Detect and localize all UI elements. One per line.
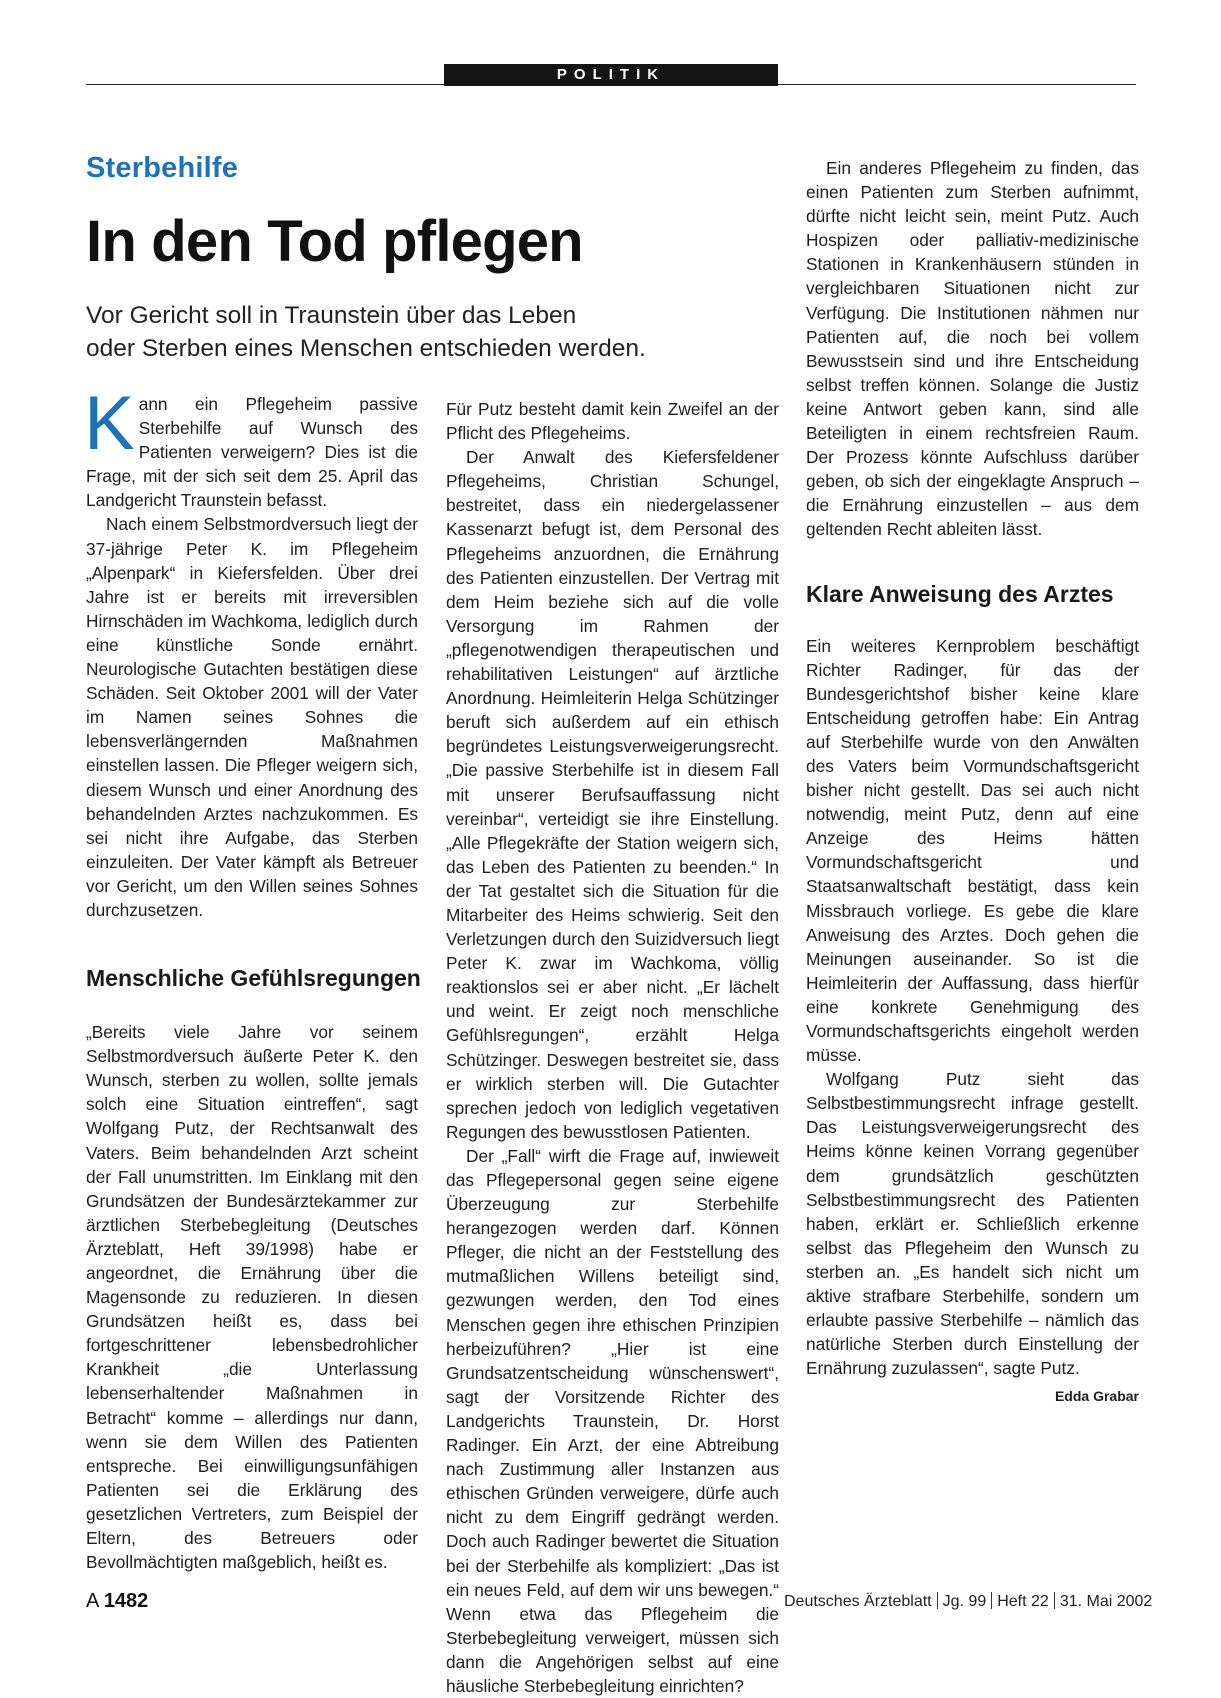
paragraph-4: Für Putz besteht damit kein Zweifel an der Pflicht des Pflegeheims. — [446, 399, 779, 444]
paragraph-7: Ein anderes Pflegeheim zu finden, das einen Patienten zum Sterben aufnimmt, dürfte nicht leicht sein, meint Putz. Auch Hospizen oder palliativ-medizinische Stationen in Krankenhäusern stünden in vergleichbaren Situationen nicht zur Verfügung. Die Institutionen nähmen nur Patienten auf, die noch bei vollem Bewusstsein sind und ihre Entscheidung selbst treffen können. Solange die Justiz keine Antwort geben kann, sind alle Beteiligten in einem rechtsfreien Raum. Der Prozess könnte Aufschluss darüber geben, ob sich der eingeklagte Anspruch – die Ernährung einzustellen – aus dem geltenden Recht ableiten lässt. — [806, 158, 1139, 540]
paragraph-1: ann ein Pflegeheim passive Sterbehilfe auf Wunsch des Patienten verweigern? Dies ist die Frage, mit der sich seit dem 25. April das Landgericht Traunstein befasst. — [86, 394, 418, 511]
paragraph-5: Der Anwalt des Kiefersfeldener Pflegeheims, Christian Schungel, bestreitet, dass ein niedergelassener Kassenarzt befugt ist, dem Personal des Pflegeheims anzuordnen, die Ernährung des Patienten einzustellen. Der Vertrag mit dem Heim beziehe sich auf die volle Versorgung im Rahmen der „pflegenotwendigen therapeutischen und rehabilitativen Leistungen“ auf ärztliche Anordnung. Heimleiterin Helga Schützinger beruft sich außerdem auf ein ethisch begründetes Leistungsverweigerungsrecht. „Die passive Sterbehilfe ist in diesem Fall mit unserer Berufsauffassung nicht vereinbar“, verteidigt sie ihre Einstellung. „Alle Pflegekräfte der Station weigern sich, das Leben des Patienten zu beenden.“ In der Tat gestaltet sich die Situation für die Mitarbeiter des Heims schwierig. Seit den Verletzungen durch den Suizidversuch liegt Peter K. zwar im Wachkoma, völlig reaktionslos sei er aber nicht. „Er lächelt und weint. Er zeigt noch menschliche Gefühlsregungen“, erzählt Helga Schützinger. Deswegen bestreitet sie, dass er wirklich sterben will. Die Gutachter sprechen jedoch von lediglich vegetativen Regungen des bewusstlosen Patienten. — [446, 447, 779, 1142]
article-title: In den Tod pflegen — [86, 209, 583, 274]
paragraph-3: „Bereits viele Jahre vor seinem Selbstmordversuch äußerte Peter K. den Wunsch, sterben zu wollen, sollte jemals solch eine Situation eintreffen“, sagt Wolfgang Putz, der Rechtsanwalt des Vaters. Beim behandelnden Arzt scheint der Fall unumstritten. Im Einklang mit den Grundsätzen der Bundesärztekammer zur ärztlichen Sterbebegleitung (Deutsches Ärzteblatt, Heft 39/1998) habe er angeordnet, die Ernährung über die Magensonde zu reduzieren. In diesen Grundsätzen heißt es, dass bei fortgeschrittener lebensbedrohlicher Krankheit „die Unterlassung lebenserhaltender Maßnahmen in Betracht“ komme – allerdings nur dann, wenn sie dem Willen des Patienten entspreche. Bei einwilligungsunfähigen Patienten sei die Erklärung des gesetzlichen Vertreters, zum Beispiel der Eltern, des Betreuers oder Bevollmächtigten maßgeblich, heißt es. — [86, 1022, 418, 1573]
journal-issue: Heft 22 — [997, 1593, 1049, 1610]
article-lead — [86, 299, 746, 365]
footer-divider — [937, 1592, 938, 1609]
subheading-1: Menschliche Gefühlsregungen — [86, 965, 421, 992]
page-number — [86, 1590, 148, 1613]
drop-cap: K — [84, 381, 135, 466]
paragraph-2: Nach einem Selbstmordversuch liegt der 37-jährige Peter K. im Pflegeheim „Alpenpark“ in Kiefersfelden. Über drei Jahre ist er bereits mit irreversiblen Hirnschäden im Wachkoma, lediglich durch eine künstliche Sonde ernährt. Neurologische Gutachten bestätigen diese Schäden. Seit Oktober 2001 will der Vater im Namen seines Sohnes die lebensverlängernden Maßnahmen einstellen lassen. Die Pfleger weigern sich, diesem Wunsch und einer Anordnung des behandelnden Arztes nachzukommen. Es sei nicht ihre Aufgabe, das Sterben einzuleiten. Der Vater kämpft als Betreuer vor Gericht, um den Willen seines Sohnes durchzusetzen. — [86, 514, 418, 920]
column-2 — [446, 397, 779, 1698]
lead-line-2: oder Sterben eines Menschen entschieden werden. — [86, 335, 646, 362]
subheading-2: Klare Anweisung des Arztes — [806, 580, 1114, 607]
journal-volume: Jg. 99 — [942, 1593, 987, 1610]
paragraph-9 — [806, 1067, 1139, 1405]
paragraph-8: Ein weiteres Kernproblem beschäftigt Richter Radinger, für das der Bundesgerichtshof bisher keine klare Entscheidung getroffen habe: Ein Antrag auf Sterbehilfe wurde von den Anwälten des Vaters beim Vormundschaftsgericht bisher nicht gestellt. Das sei auch nicht notwendig, meint Putz, denn auf eine Anzeige des Heims hätten Vormundschaftsgericht und Staatsanwaltschaft bestätigt, dass kein Missbrauch vorliege. Es gebe die klare Anweisung des Arztes. Doch gehen die Meinungen auseinander. So ist die Heimleiterin der Auffassung, dass hierfür eine konkrete Genehmigung des Vormundschaftsgerichts eingeholt werden müsse. — [806, 635, 1139, 1066]
column-3 — [806, 156, 1139, 1409]
article-kicker: Sterbehilfe — [86, 152, 239, 184]
section-label: POLITIK — [444, 64, 778, 86]
column-1 — [84, 381, 421, 1574]
footer-divider — [991, 1592, 992, 1609]
footer-divider — [1054, 1592, 1055, 1609]
intro-paragraph — [84, 381, 418, 512]
journal-date: 31. Mai 2002 — [1059, 1593, 1153, 1610]
paragraph-9-text: Wolfgang Putz sieht das Selbstbestimmungsrecht infrage gestellt. Das Leistungsverweigerungsrecht des Heims könne keinen Vorrang gegenüber dem grundsätzlich geschützten Selbstbestimmungsrecht des Patienten haben, erklärt er. Schließlich erkenne selbst das Pflegeheim den Wunsch zu sterben an. „Es handelt sich nicht um aktive strafbare Sterbehilfe, sondern um erlaubte passive Sterbehilfe – nämlich das natürliche Sterben durch Einstellung der Ernährung zuzulassen“, sagte Putz. — [806, 1069, 1139, 1379]
journal-info — [784, 1592, 1152, 1611]
page-number-value: 1482 — [103, 1590, 149, 1612]
lead-line-1: Vor Gericht soll in Traunstein über das Leben — [86, 302, 577, 329]
page-prefix: A — [86, 1590, 99, 1612]
paragraph-6: Der „Fall“ wirft die Frage auf, inwieweit das Pflegepersonal gegen seine eigene Überzeugung zur Sterbehilfe herangezogen werden darf. Können Pfleger, die nicht an der Feststellung des mutmaßlichen Willens beteiligt sind, gezwungen werden, den Tod eines Menschen gegen ihre ethischen Prinzipien herbeizuführen? „Hier ist eine Grundsatzentscheidung wünschenswert“, sagt der Vorsitzende Richter des Landgerichts Traunstein, Dr. Horst Radinger. Ein Arzt, der eine Abtreibung nach Zustimmung aller Instanzen aus ethischen Gründen verweigere, dürfe auch nicht zu dem Eingriff gedrängt werden. Doch auch Radinger bewertet die Situation bei der Sterbehilfe als kompliziert: „Das ist ein neues Feld, auf dem wir uns bewegen.“ Wenn etwa das Pflegeheim die Sterbebegleitung verweigert, müssen sich dann die Angehörigen selbst auf eine häusliche Sterbebegleitung einrichten? — [446, 1145, 779, 1696]
journal-name: Deutsches Ärzteblatt — [784, 1593, 932, 1610]
author-byline: Edda Grabar — [1054, 1388, 1139, 1405]
